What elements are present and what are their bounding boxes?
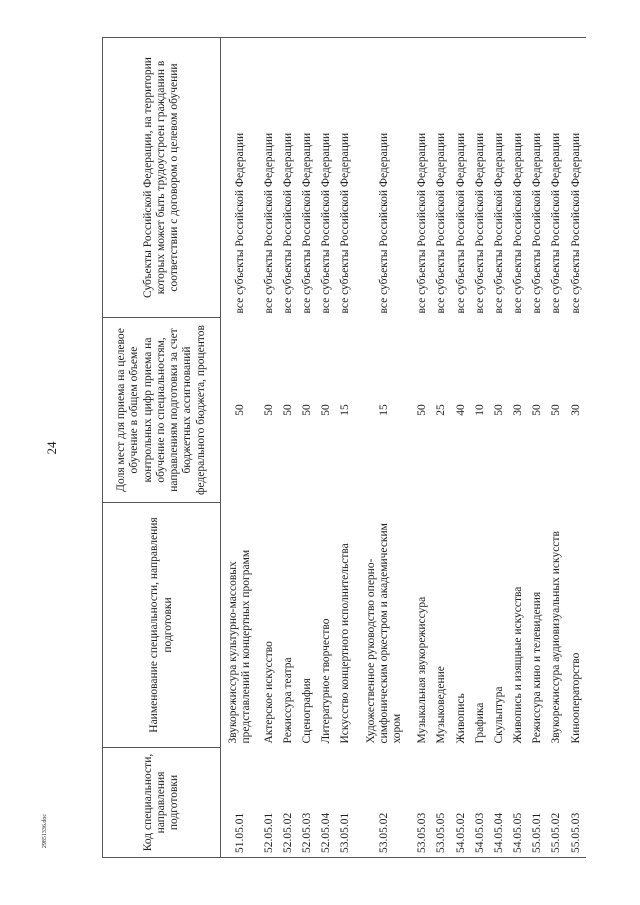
header-regions: Субъекты Российской Федерации, на территории которых может быть трудоустроен гражданин в соответствии с договором о целевом обучении: [103, 38, 221, 318]
table-row: [356, 38, 414, 858]
row-share: 30: [569, 404, 582, 416]
row-regions: все субъекты Российской Федерации: [336, 38, 355, 318]
row-share: 50: [300, 404, 313, 416]
table-row: [221, 38, 260, 858]
table-row: [509, 38, 528, 858]
row-code: 53.05.05: [432, 748, 451, 858]
row-code: 55.05.03: [567, 748, 586, 858]
table-body: [221, 38, 587, 858]
row-name: Актерское искусство: [262, 641, 275, 744]
table-row: [547, 38, 566, 858]
row-regions: все субъекты Российской Федерации: [490, 38, 509, 318]
row-regions: все субъекты Российской Федерации: [221, 38, 260, 318]
row-share: 10: [473, 404, 486, 416]
table-header: [103, 38, 221, 858]
table-row: [452, 38, 471, 858]
table-row: [260, 38, 279, 858]
row-code: 55.05.01: [528, 748, 547, 858]
row-regions: все субъекты Российской Федерации: [317, 38, 336, 318]
row-regions: все субъекты Российской Федерации: [279, 38, 298, 318]
row-name: Художественное руководство оперно-симфоническим оркестром и академическим хором: [364, 523, 403, 744]
row-regions: все субъекты Российской Федерации: [509, 38, 528, 318]
row-name: Живопись и изящные искусства: [512, 586, 525, 744]
footer-filename: 29851336.doc: [42, 813, 48, 849]
table-row: [317, 38, 336, 858]
row-name: Искусство концертного исполнительства: [339, 543, 352, 744]
table-row: [471, 38, 490, 858]
row-share: 50: [281, 404, 294, 416]
row-share: 15: [339, 404, 352, 416]
row-name: Режиссура театра: [281, 657, 294, 744]
row-code: 54.05.05: [509, 748, 528, 858]
row-regions: все субъекты Российской Федерации: [452, 38, 471, 318]
table-row: [528, 38, 547, 858]
row-code: 52.05.01: [260, 748, 279, 858]
row-code: 53.05.02: [356, 748, 414, 858]
row-share: 15: [377, 404, 390, 416]
row-regions: все субъекты Российской Федерации: [567, 38, 586, 318]
row-regions: все субъекты Российской Федерации: [356, 38, 414, 318]
row-code: 52.05.02: [279, 748, 298, 858]
row-name: Музыковедение: [435, 666, 448, 744]
target-admission-table: [102, 37, 586, 858]
row-name: Звукорежиссура культурно-массовых представлений и концертных программ: [227, 549, 253, 744]
page-number: 24: [44, 441, 59, 455]
row-name: Скульптура: [492, 686, 505, 744]
row-regions: все субъекты Российской Федерации: [432, 38, 451, 318]
row-name: Графика: [473, 702, 486, 744]
table-row: [298, 38, 317, 858]
row-code: 53.05.01: [336, 748, 355, 858]
row-code: 52.05.03: [298, 748, 317, 858]
row-share: 50: [320, 404, 333, 416]
row-share: 40: [454, 404, 467, 416]
table-row: [490, 38, 509, 858]
row-code: 55.05.02: [547, 748, 566, 858]
row-share: 50: [416, 404, 429, 416]
row-code: 51.05.01: [221, 748, 260, 858]
header-name: Наименование специальности, направления подготовки: [103, 503, 221, 748]
row-regions: все субъекты Российской Федерации: [471, 38, 490, 318]
row-regions: все субъекты Российской Федерации: [413, 38, 432, 318]
row-code: 53.05.03: [413, 748, 432, 858]
row-share: 50: [233, 404, 246, 416]
row-name: Кинооператорство: [569, 652, 582, 744]
row-name: Звукорежиссура аудиовизуальных искусств: [550, 531, 563, 744]
row-regions: все субъекты Российской Федерации: [260, 38, 279, 318]
row-share: 50: [262, 404, 275, 416]
row-share: 50: [531, 404, 544, 416]
row-regions: все субъекты Российской Федерации: [528, 38, 547, 318]
row-name: Сценография: [300, 678, 313, 744]
table-row: [279, 38, 298, 858]
row-name: Режиссура кино и телевидения: [531, 591, 544, 744]
table-row: [336, 38, 355, 858]
table-row: [567, 38, 586, 858]
row-code: 54.05.04: [490, 748, 509, 858]
row-code: 54.05.03: [471, 748, 490, 858]
header-share: Доля мест для приема на целевое обучение в общем объеме контрольных цифр приема на обучение по специальностям, направлениям подготовки за счет бюджетных ассигнований федерального бюджета, процентов: [103, 318, 221, 503]
row-regions: все субъекты Российской Федерации: [547, 38, 566, 318]
row-name: Музыкальная звукорежиссура: [416, 596, 429, 744]
row-share: 30: [512, 404, 525, 416]
row-name: Литературное творчество: [320, 618, 333, 744]
header-code: Код специальности, направления подготовки: [103, 748, 221, 858]
row-share: 25: [435, 404, 448, 416]
row-code: 52.05.04: [317, 748, 336, 858]
row-share: 50: [550, 404, 563, 416]
table-row: [413, 38, 432, 858]
row-regions: все субъекты Российской Федерации: [298, 38, 317, 318]
row-name: Живопись: [454, 693, 467, 744]
row-share: 50: [492, 404, 505, 416]
table-row: [432, 38, 451, 858]
row-code: 54.05.02: [452, 748, 471, 858]
document-table-container: [102, 38, 586, 858]
